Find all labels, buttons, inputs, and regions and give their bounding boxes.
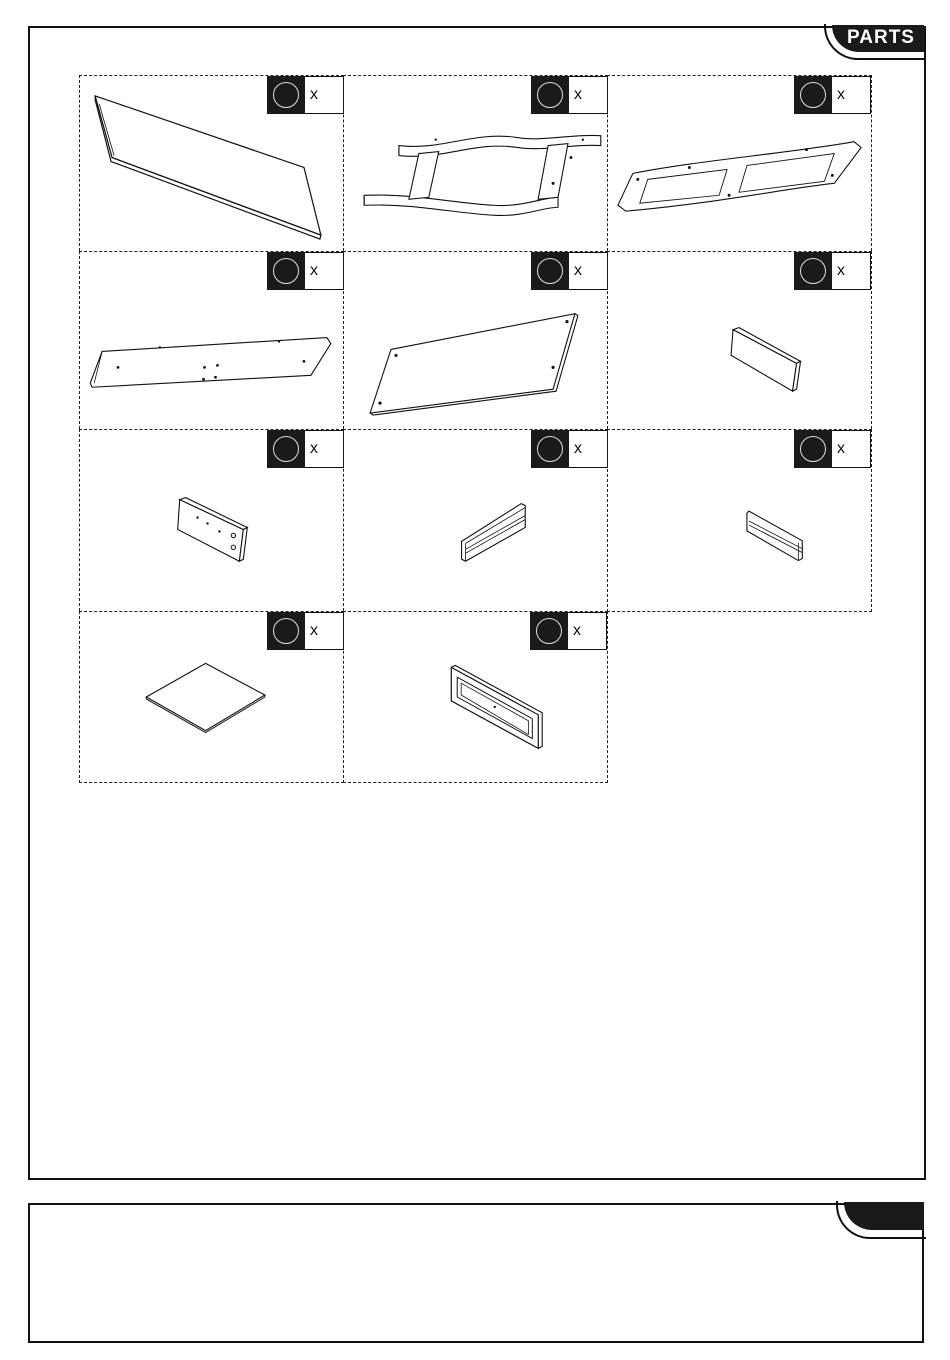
part-cell-1 <box>79 75 344 251</box>
part-quantity: x <box>305 252 344 290</box>
section-tab-parts: PARTS <box>832 25 924 52</box>
part-drawing-curved-frame <box>344 76 608 251</box>
part-drawing-long-drilled-board <box>80 252 344 429</box>
part-quantity: x <box>569 430 608 468</box>
part-cell-4 <box>79 251 344 429</box>
part-drawing-drawer-front <box>344 612 607 782</box>
part-quantity: x <box>305 76 344 114</box>
part-drawing-grooved-rail-short <box>608 430 871 611</box>
part-cell-2 <box>343 75 608 251</box>
part-cell-10 <box>79 611 344 783</box>
part-quantity: x <box>568 612 607 650</box>
part-cell-7 <box>79 429 344 611</box>
part-cell-3 <box>607 75 872 251</box>
part-cell-9 <box>607 429 872 612</box>
part-drawing-grooved-rail <box>344 430 608 611</box>
part-cell-8 <box>343 429 608 611</box>
part-quantity: x <box>569 252 608 290</box>
part-drawing-large-panel <box>80 76 344 251</box>
part-quantity: x <box>832 76 871 114</box>
part-cell-6 <box>607 251 872 429</box>
part-drawing-frame-with-openings <box>608 76 871 251</box>
part-quantity: x <box>305 430 344 468</box>
bottom-section-frame <box>28 1203 924 1343</box>
part-cell-5 <box>343 251 608 429</box>
part-drawing-small-block <box>608 252 871 429</box>
part-drawing-thin-sheet <box>80 612 344 782</box>
part-cell-11 <box>343 611 608 783</box>
part-drawing-drilled-block <box>80 430 344 611</box>
part-quantity: x <box>305 612 344 650</box>
part-quantity: x <box>832 430 871 468</box>
part-quantity: x <box>832 252 871 290</box>
part-quantity: x <box>569 76 608 114</box>
part-drawing-side-panel <box>344 252 608 429</box>
